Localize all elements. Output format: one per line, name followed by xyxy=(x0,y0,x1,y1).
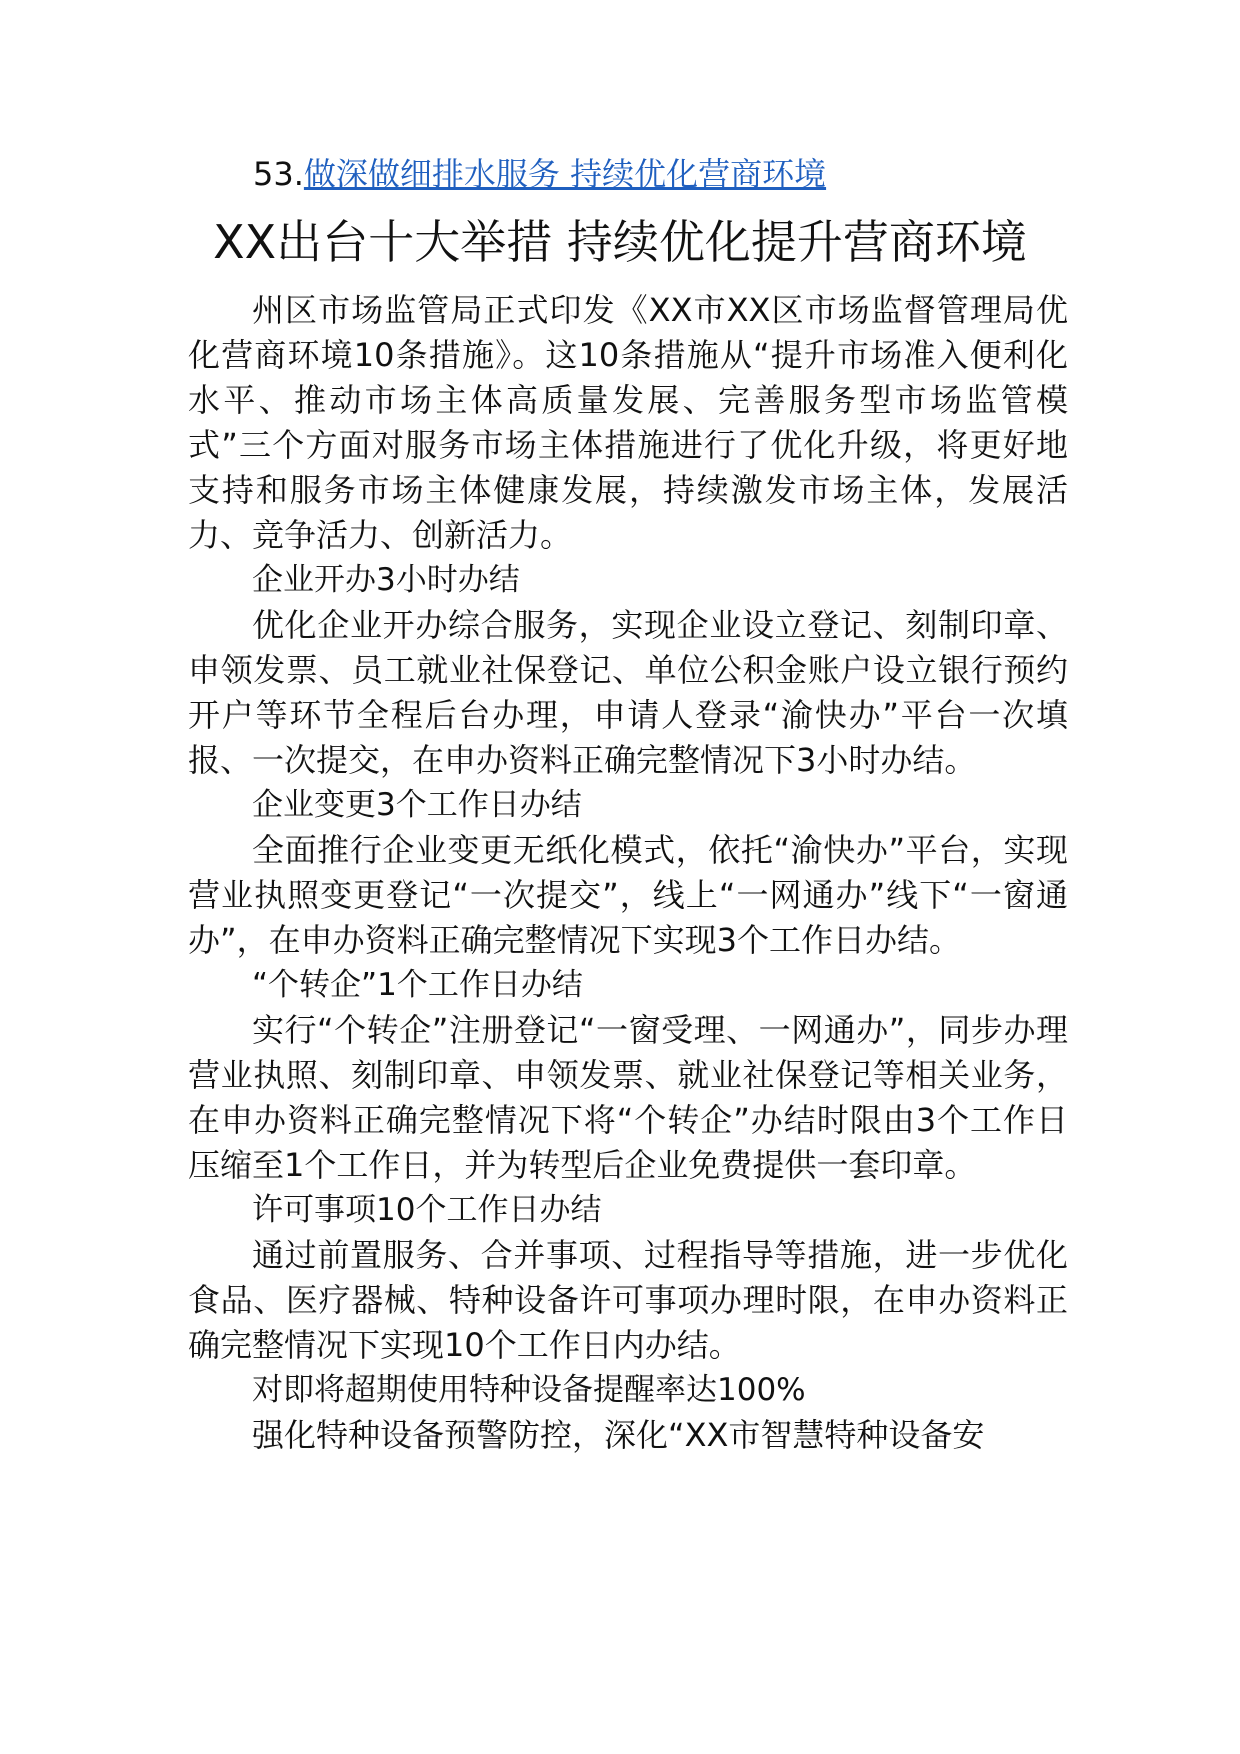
section-paragraph: 强化特种设备预警防控，深化“XX市智慧特种设备安 xyxy=(252,1416,985,1454)
toc-entry xyxy=(253,150,826,198)
section-paragraph: 全面推行企业变更无纸化模式，依托“渝快办”平台，实现营业执照变更登记“一次提交”，线上“一网通办”线下“一窗通办”，在申办资料正确完整情况下实现3个工作日办结。 xyxy=(188,831,1068,959)
section-heading: 对即将超期使用特种设备提醒率达100% xyxy=(252,1372,806,1408)
section-heading: “个转企”1个工作日办结 xyxy=(252,967,583,1003)
article-title: XX出台十大举措 持续优化提升营商环境 xyxy=(213,215,1027,269)
toc-number: 53. xyxy=(253,155,304,193)
section-paragraph: 通过前置服务、合并事项、过程指导等措施，进一步优化食品、医疗器械、特种设备许可事项办理时限，在申办资料正确完整情况下实现10个工作日内办结。 xyxy=(188,1236,1068,1364)
article-body xyxy=(188,288,1068,1458)
section-heading: 企业开办3小时办结 xyxy=(252,562,520,598)
toc-link[interactable]: 做深做细排水服务 持续优化营商环境 xyxy=(303,155,827,193)
section-paragraph: 实行“个转企”注册登记“一窗受理、一网通办”，同步办理营业执照、刻制印章、申领发票、就业社保登记等相关业务，在申办资料正确完整情况下将“个转企”办结时限由3个工作日压缩至1个工作日，并为转型后企业免费提供一套印章。 xyxy=(188,1011,1068,1184)
intro-paragraph: 州区市场监管局正式印发《XX市XX区市场监督管理局优化营商环境10条措施》。这10条措施从“提升市场准入便利化水平、推动市场主体高质量发展、完善服务型市场监管模式”三个方面对服务市场主体措施进行了优化升级，将更好地支持和服务市场主体健康发展，持续激发市场主体，发展活力、竞争活力、创新活力。 xyxy=(188,291,1068,554)
section-heading: 企业变更3个工作日办结 xyxy=(252,787,582,823)
section-heading: 许可事项10个工作日办结 xyxy=(252,1192,602,1228)
section-paragraph: 优化企业开办综合服务，实现企业设立登记、刻制印章、申领发票、员工就业社保登记、单位公积金账户设立银行预约开户等环节全程后台办理，申请人登录“渝快办”平台一次填报、一次提交，在申办资料正确完整情况下3小时办结。 xyxy=(188,606,1068,779)
